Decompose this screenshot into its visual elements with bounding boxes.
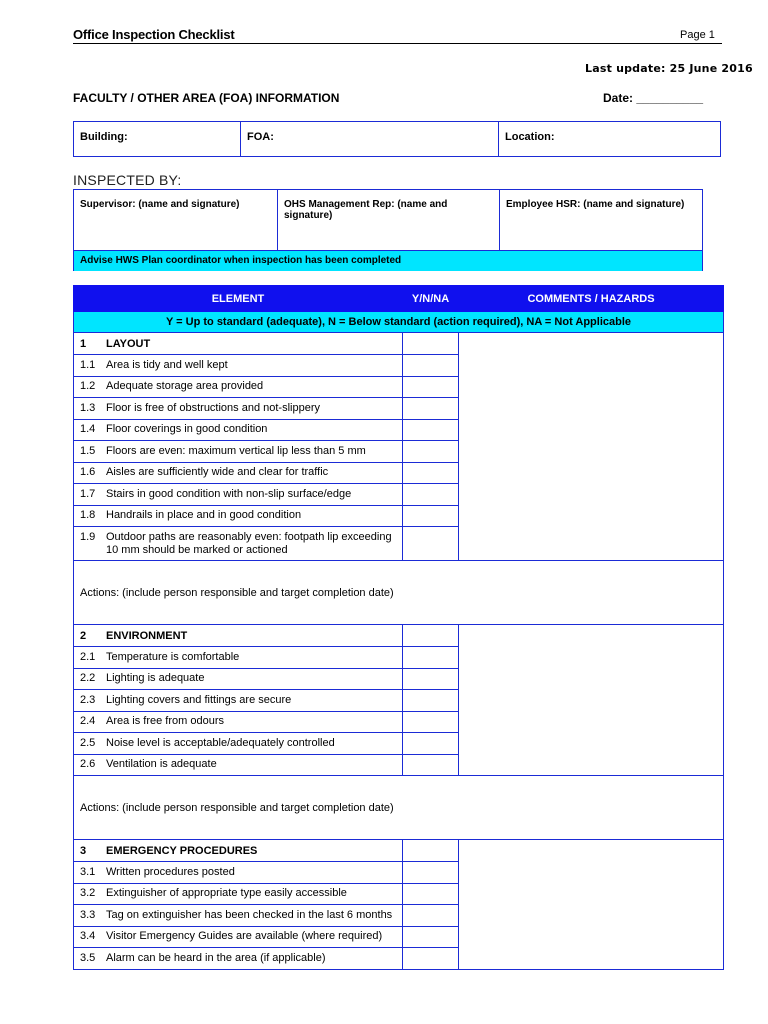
yn-cell[interactable] bbox=[403, 883, 459, 905]
item-cell bbox=[74, 398, 403, 420]
item-cell bbox=[74, 733, 403, 755]
item-text: Floors are even: maximum vertical lip less than 5 mm bbox=[106, 444, 366, 457]
title-divider bbox=[73, 43, 722, 44]
building-field[interactable]: Building: bbox=[74, 122, 241, 156]
item-number: 2.6 bbox=[80, 758, 96, 771]
employee-hsr-field[interactable]: Employee HSR: (name and signature) bbox=[506, 199, 685, 210]
item-number: 1.4 bbox=[80, 423, 96, 436]
item-cell bbox=[74, 462, 403, 484]
foa-info-box bbox=[73, 121, 721, 157]
item-text: Lighting covers and fittings are secure bbox=[106, 693, 292, 706]
table-header-row bbox=[74, 286, 724, 312]
yn-cell[interactable] bbox=[403, 647, 459, 669]
yn-cell[interactable] bbox=[403, 625, 459, 647]
section-number: 1 bbox=[80, 337, 87, 350]
column-header-yn: Y/N/NA bbox=[403, 286, 459, 312]
ohs-rep-field[interactable]: OHS Management Rep: (name and signature) bbox=[278, 190, 500, 250]
item-number: 1.5 bbox=[80, 444, 96, 457]
legend-row bbox=[74, 312, 724, 333]
yn-cell[interactable] bbox=[403, 484, 459, 506]
foa-field[interactable]: FOA: bbox=[241, 122, 499, 156]
section-title: ENVIRONMENT bbox=[106, 629, 188, 642]
item-number: 2.5 bbox=[80, 736, 96, 749]
item-text: Floor coverings in good condition bbox=[106, 423, 268, 436]
item-text: Stairs in good condition with non-slip surface/edge bbox=[106, 487, 352, 500]
supervisor-field[interactable]: Supervisor: (name and signature) bbox=[74, 190, 278, 250]
yn-cell[interactable] bbox=[403, 926, 459, 948]
location-field[interactable]: Location: bbox=[505, 131, 555, 143]
item-text: Noise level is acceptable/adequately controlled bbox=[106, 736, 335, 749]
inspected-by-box bbox=[73, 189, 703, 271]
yn-cell[interactable] bbox=[403, 441, 459, 463]
item-text: Outdoor paths are reasonably even: footpath lip exceeding 10 mm should be marked or actioned bbox=[106, 530, 392, 556]
document-title: Office Inspection Checklist bbox=[73, 27, 235, 42]
yn-cell[interactable] bbox=[403, 398, 459, 420]
item-number: 2.3 bbox=[80, 693, 96, 706]
yn-cell[interactable] bbox=[403, 462, 459, 484]
actions-row[interactable] bbox=[74, 561, 724, 625]
yn-cell[interactable] bbox=[403, 905, 459, 927]
date-field[interactable]: Date: __________ bbox=[603, 91, 704, 105]
section-header-row bbox=[74, 625, 724, 647]
item-number: 3.3 bbox=[80, 908, 96, 921]
section-title: LAYOUT bbox=[106, 337, 151, 350]
item-cell bbox=[74, 484, 403, 506]
column-header-comments: COMMENTS / HAZARDS bbox=[459, 286, 724, 312]
section-number: 2 bbox=[80, 629, 87, 642]
item-text: Floor is free of obstructions and not-slippery bbox=[106, 401, 320, 414]
item-cell bbox=[74, 926, 403, 948]
yn-cell[interactable] bbox=[403, 690, 459, 712]
yn-cell[interactable] bbox=[403, 711, 459, 733]
item-cell bbox=[74, 668, 403, 690]
item-cell bbox=[74, 376, 403, 398]
comments-cell[interactable] bbox=[459, 840, 724, 970]
item-number: 2.4 bbox=[80, 715, 96, 728]
item-text: Temperature is comfortable bbox=[106, 650, 240, 663]
section-title-cell bbox=[74, 333, 403, 355]
item-text: Ventilation is adequate bbox=[106, 758, 217, 771]
item-text: Aisles are sufficiently wide and clear for traffic bbox=[106, 466, 329, 479]
item-cell bbox=[74, 690, 403, 712]
page-number: Page 1 bbox=[680, 29, 715, 41]
item-number: 1.7 bbox=[80, 487, 96, 500]
item-number: 3.1 bbox=[80, 865, 96, 878]
item-number: 1.8 bbox=[80, 509, 96, 522]
legend-text: Y = Up to standard (adequate), N = Below standard (action required), NA = Not Applicable bbox=[74, 312, 724, 333]
item-number: 3.5 bbox=[80, 951, 96, 964]
yn-cell[interactable] bbox=[403, 862, 459, 884]
comments-cell[interactable] bbox=[459, 625, 724, 776]
item-cell bbox=[74, 505, 403, 527]
item-number: 1.2 bbox=[80, 380, 96, 393]
item-number: 1.3 bbox=[80, 401, 96, 414]
actions-row[interactable] bbox=[74, 776, 724, 840]
item-text: Area is tidy and well kept bbox=[106, 358, 228, 371]
yn-cell[interactable] bbox=[403, 333, 459, 355]
item-text: Alarm can be heard in the area (if applicable) bbox=[106, 951, 326, 964]
item-text: Tag on extinguisher has been checked in the last 6 months bbox=[106, 908, 393, 921]
item-text: Extinguisher of appropriate type easily accessible bbox=[106, 887, 347, 900]
yn-cell[interactable] bbox=[403, 376, 459, 398]
item-cell bbox=[74, 862, 403, 884]
item-number: 1.6 bbox=[80, 466, 96, 479]
yn-cell[interactable] bbox=[403, 840, 459, 862]
item-text: Lighting is adequate bbox=[106, 672, 205, 685]
item-number: 2.2 bbox=[80, 672, 96, 685]
item-cell bbox=[74, 355, 403, 377]
yn-cell[interactable] bbox=[403, 419, 459, 441]
item-number: 1.1 bbox=[80, 358, 96, 371]
item-number: 3.2 bbox=[80, 887, 96, 900]
item-cell bbox=[74, 905, 403, 927]
item-cell bbox=[74, 883, 403, 905]
yn-cell[interactable] bbox=[403, 754, 459, 776]
item-text: Visitor Emergency Guides are available (where required) bbox=[106, 930, 383, 943]
section-header-row bbox=[74, 333, 724, 355]
section-title: EMERGENCY PROCEDURES bbox=[106, 844, 258, 857]
last-update: Last update: 25 June 2016 bbox=[585, 62, 753, 75]
item-cell bbox=[74, 948, 403, 970]
yn-cell[interactable] bbox=[403, 733, 459, 755]
item-text: Adequate storage area provided bbox=[106, 380, 264, 393]
column-header-element: ELEMENT bbox=[74, 286, 403, 312]
section-title-cell bbox=[74, 840, 403, 862]
item-cell bbox=[74, 419, 403, 441]
yn-cell[interactable] bbox=[403, 948, 459, 970]
item-cell bbox=[74, 711, 403, 733]
item-text: Handrails in place and in good condition bbox=[106, 509, 302, 522]
foa-heading: FACULTY / OTHER AREA (FOA) INFORMATION bbox=[73, 91, 340, 105]
yn-cell[interactable] bbox=[403, 527, 459, 561]
item-number: 1.9 bbox=[80, 530, 96, 543]
item-cell bbox=[74, 647, 403, 669]
section-title-cell bbox=[74, 625, 403, 647]
actions-field[interactable]: Actions: (include person responsible and target completion date) bbox=[74, 561, 724, 625]
inspected-by-heading: INSPECTED BY: bbox=[73, 172, 182, 188]
checklist-table bbox=[73, 285, 724, 970]
item-cell bbox=[74, 527, 403, 561]
item-text: Written procedures posted bbox=[106, 865, 235, 878]
comments-cell[interactable] bbox=[459, 333, 724, 561]
section-number: 3 bbox=[80, 844, 87, 857]
yn-cell[interactable] bbox=[403, 355, 459, 377]
section-header-row bbox=[74, 840, 724, 862]
item-cell bbox=[74, 441, 403, 463]
yn-cell[interactable] bbox=[403, 668, 459, 690]
actions-field[interactable]: Actions: (include person responsible and target completion date) bbox=[74, 776, 724, 840]
yn-cell[interactable] bbox=[403, 505, 459, 527]
item-cell bbox=[74, 754, 403, 776]
item-number: 3.4 bbox=[80, 930, 96, 943]
advise-note: Advise HWS Plan coordinator when inspection has been completed bbox=[74, 251, 702, 271]
item-text: Area is free from odours bbox=[106, 715, 224, 728]
item-number: 2.1 bbox=[80, 650, 96, 663]
